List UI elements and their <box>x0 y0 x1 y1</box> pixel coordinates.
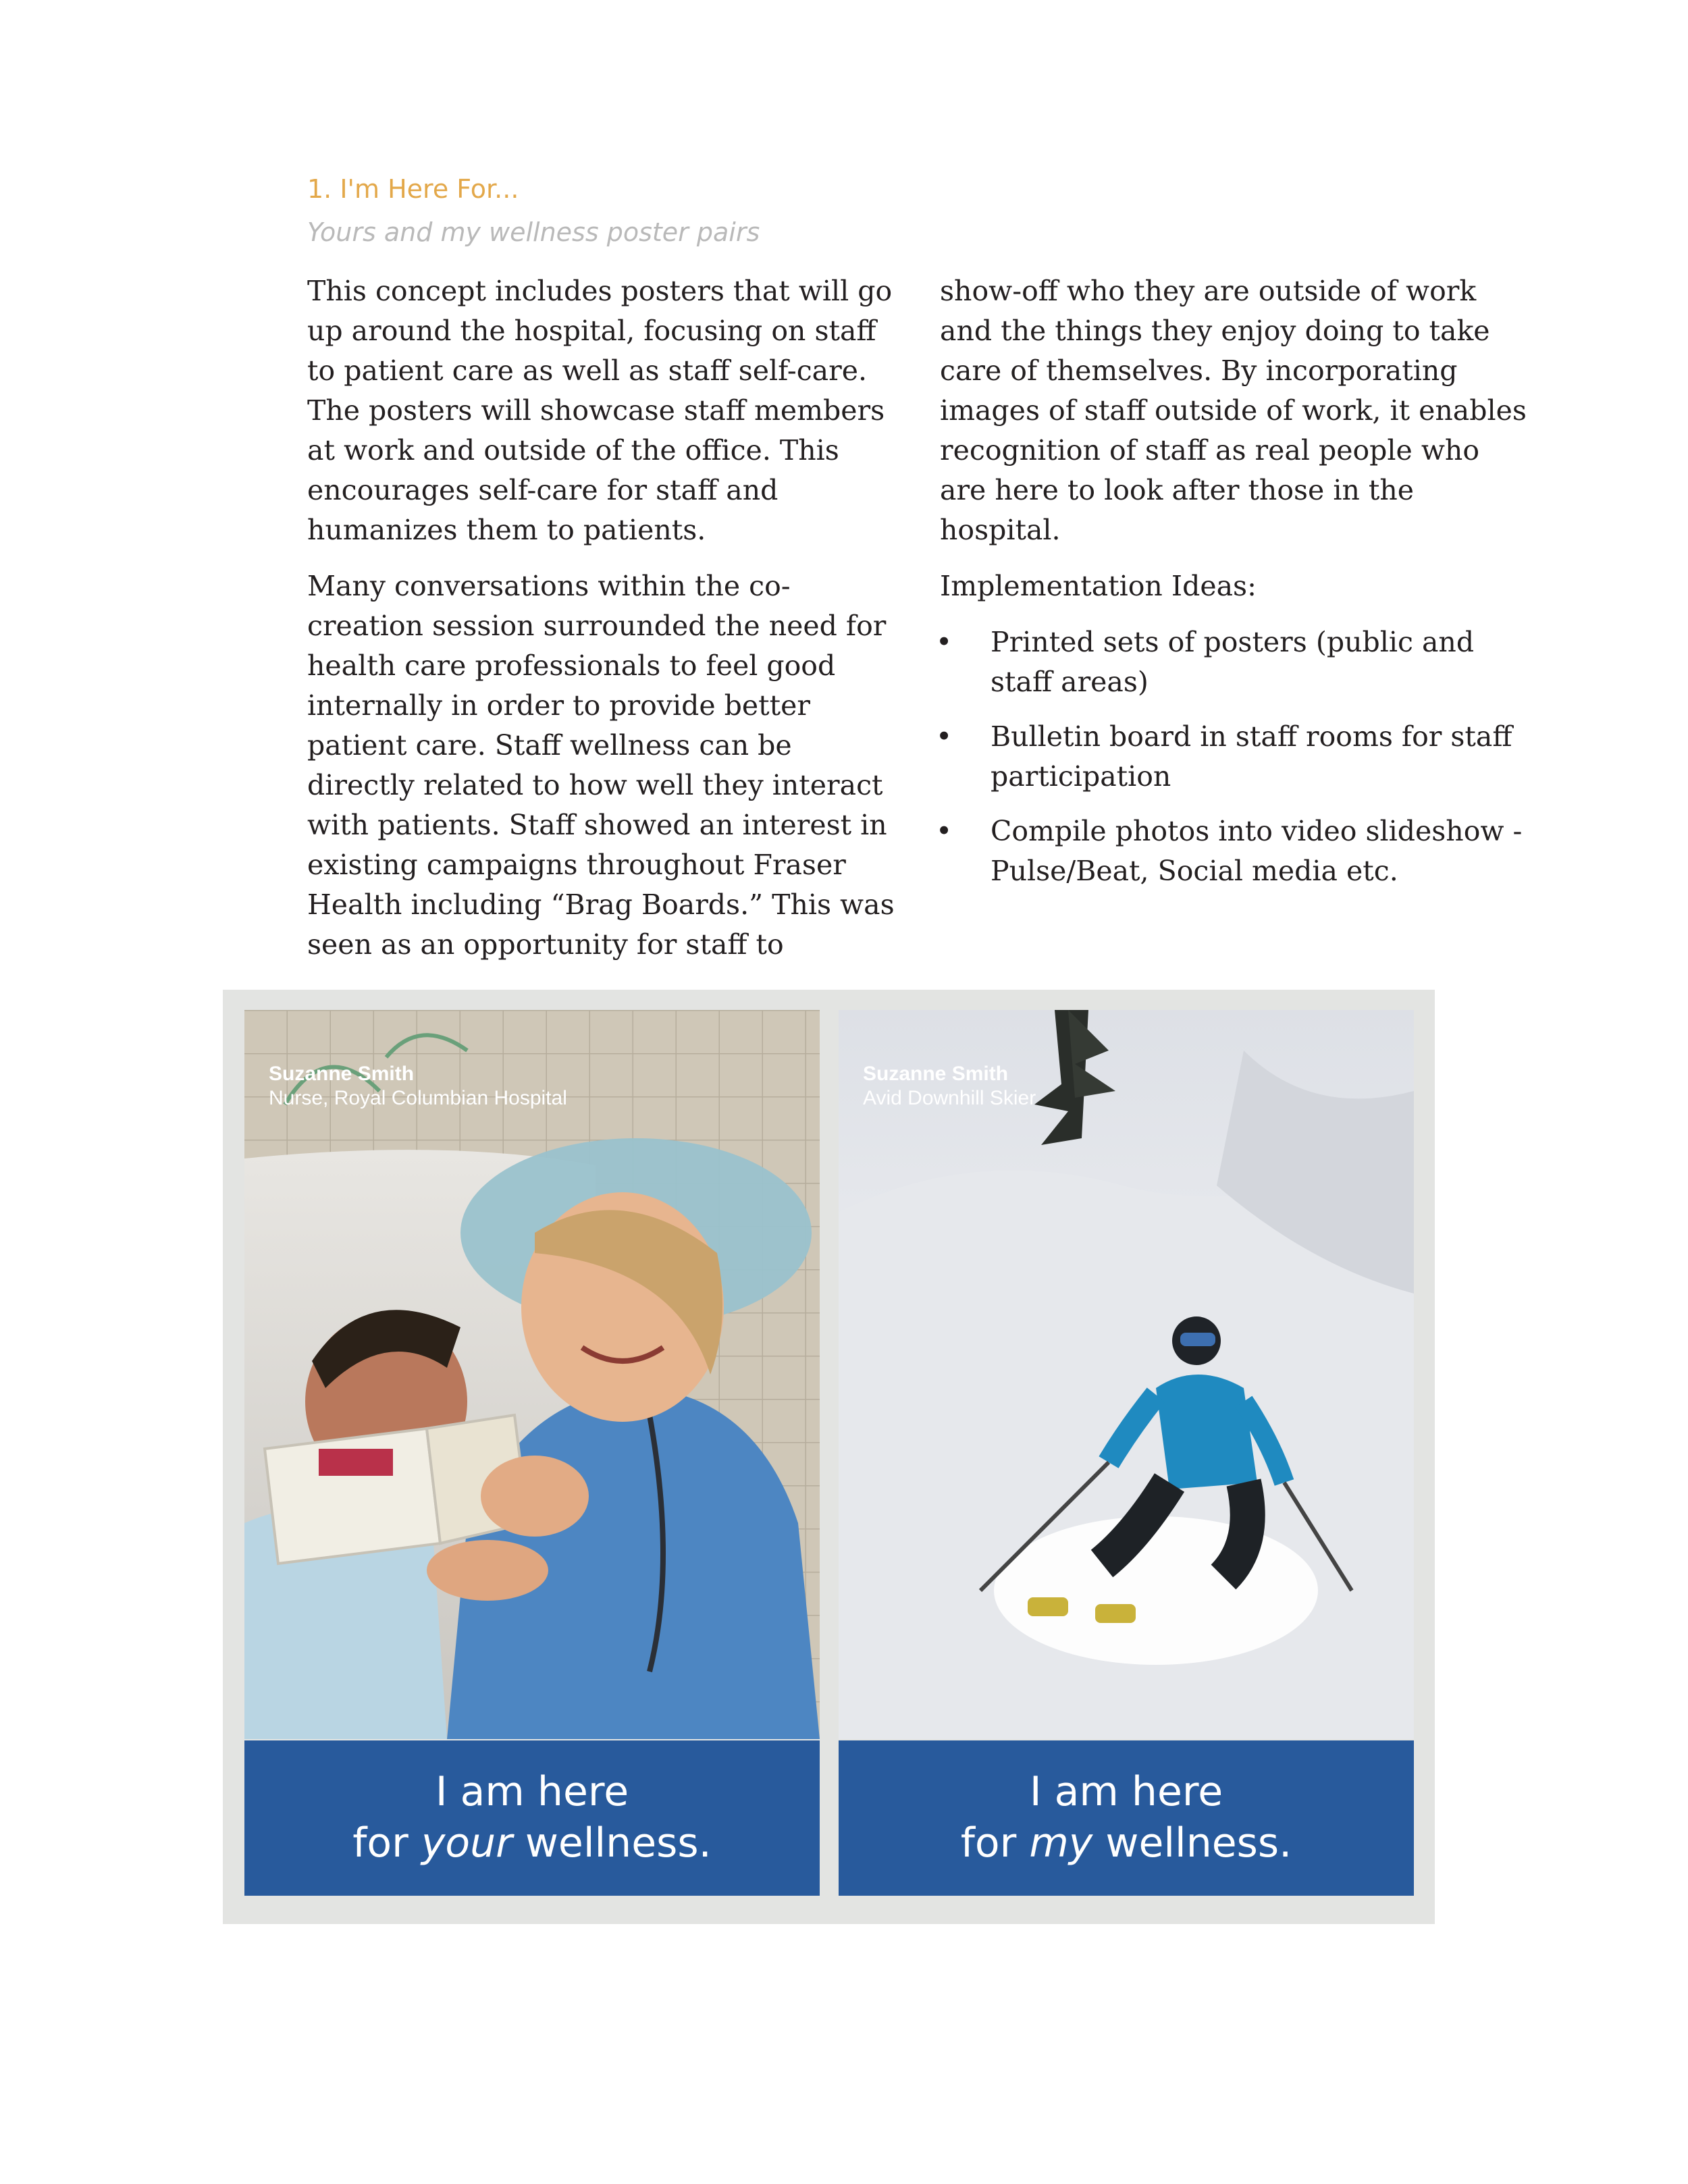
list-item <box>936 811 1534 891</box>
poster-person-name: Suzanne Smith <box>269 1063 415 1085</box>
list-item <box>936 717 1534 797</box>
poster-banner <box>244 1740 820 1896</box>
right-text-column <box>936 271 1534 906</box>
banner-line-2 <box>244 1817 820 1869</box>
left-text-column <box>307 271 895 981</box>
banner-line-2 <box>839 1817 1414 1869</box>
list-item-text: Compile photos into video slideshow - Pulse/Beat, Social media etc. <box>991 815 1523 887</box>
poster-banner <box>839 1740 1414 1896</box>
banner-line-1: I am here <box>435 1768 629 1815</box>
banner-emphasis: my <box>1029 1819 1093 1867</box>
banner-suffix: wellness. <box>1092 1819 1292 1867</box>
banner-line-1: I am here <box>1029 1768 1223 1815</box>
banner-suffix: wellness. <box>512 1819 712 1867</box>
poster-person-role: Avid Downhill Skier <box>863 1087 1036 1109</box>
list-item-text: Printed sets of posters (public and staff areas) <box>991 626 1475 698</box>
bullet-icon: • <box>936 720 953 753</box>
bullet-icon: • <box>936 815 953 847</box>
poster-person-name: Suzanne Smith <box>863 1063 1009 1085</box>
implementation-title: Implementation Ideas: <box>940 570 1257 602</box>
conversations-paragraph: Many conversations within the co-creation session surrounded the need for health care professionals to feel good internally in order to provide better patient care. Staff wellness can be directly related to how well they interact with patients. Staff showed an interest in existing campaigns throughout Fraser Health including “Brag Boards.” This was seen as an opportunity for staff to <box>307 570 895 961</box>
nurse-photo <box>244 1010 820 1739</box>
poster-person-role: Nurse, Royal Columbian Hospital <box>269 1087 567 1109</box>
banner-emphasis: your <box>421 1819 512 1867</box>
poster-your-wellness <box>244 1010 820 1896</box>
section-subheading: Yours and my wellness poster pairs <box>307 217 760 247</box>
skier-photo <box>839 1010 1414 1739</box>
continuation-paragraph: show-off who they are outside of work and the things they enjoy doing to take care of themselves. By incorporating images of staff outside of work, it enables recognition of staff as real people who are here to look after those in the hospital. <box>940 275 1527 546</box>
list-item <box>936 622 1534 702</box>
bullet-icon: • <box>936 626 953 658</box>
section-heading: 1. I'm Here For... <box>307 174 519 204</box>
intro-paragraph: This concept includes posters that will go up around the hospital, focusing on staff to patient care as well as staff self-care. The posters will showcase staff members at work and outside of the office. This encourages self-care for staff and humanizes them to patients. <box>307 275 893 546</box>
banner-prefix: for <box>960 1819 1030 1867</box>
implementation-list <box>936 622 1534 891</box>
poster-my-wellness <box>839 1010 1414 1896</box>
list-item-text: Bulletin board in staff rooms for staff participation <box>991 720 1512 793</box>
banner-prefix: for <box>352 1819 421 1867</box>
